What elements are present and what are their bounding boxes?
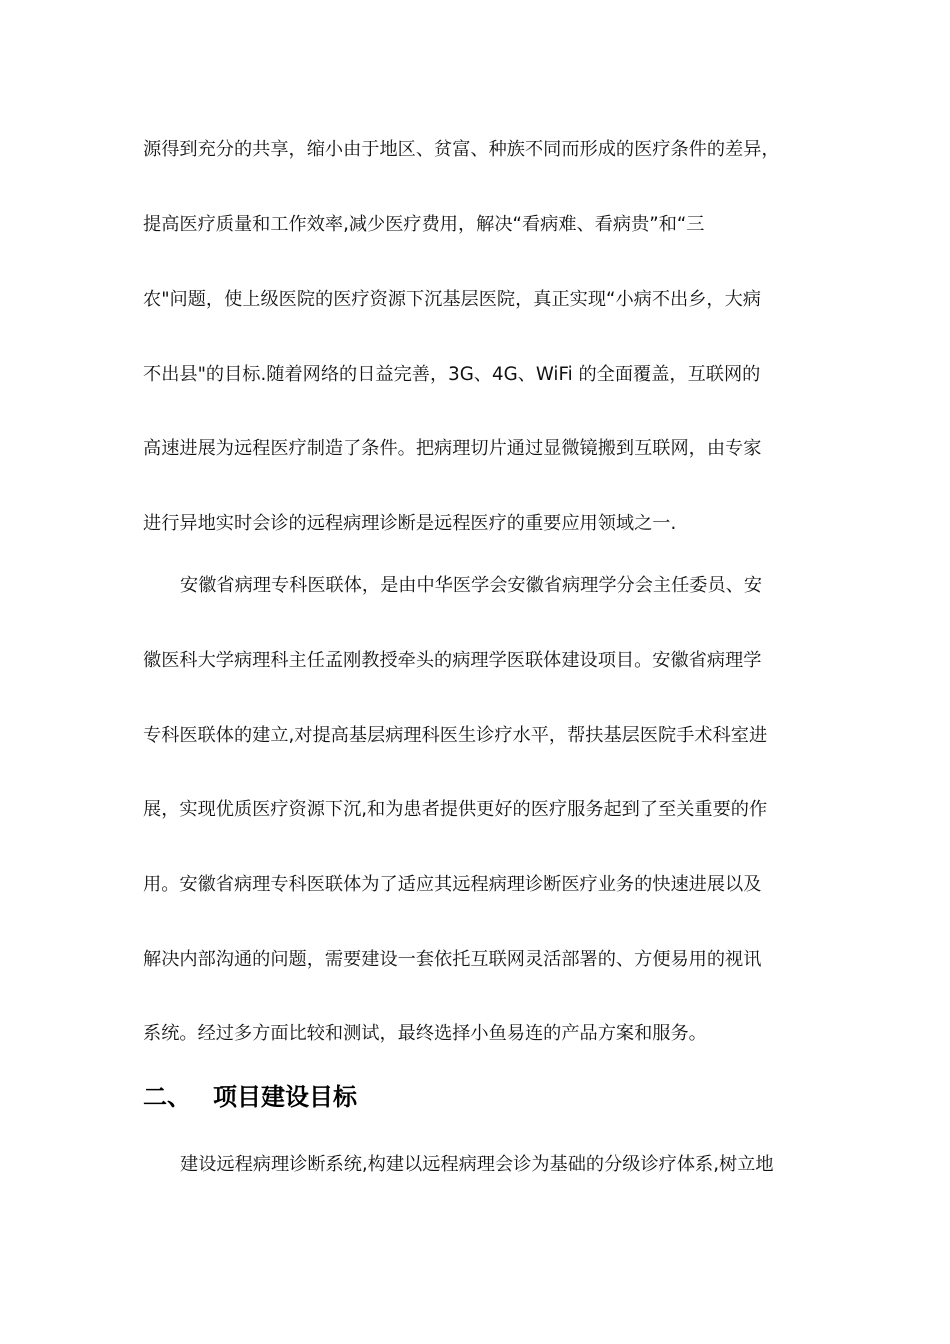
- paragraph-line: 徽医科大学病理科主任孟刚教授牵头的病理学医联体建设项目。安徽省病理学: [143, 650, 762, 671]
- paragraph-line: 专科医联体的建立,对提高基层病理科医生诊疗水平，帮扶基层医院手术科室进: [143, 725, 768, 746]
- section-heading: [143, 1082, 357, 1112]
- paragraph-line: 进行异地实时会诊的远程病理诊断是远程医疗的重要应用领域之一.: [143, 513, 677, 534]
- paragraph-line: 安徽省病理专科医联体，是由中华医学会安徽省病理学分会主任委员、安: [180, 575, 763, 596]
- paragraph-line: 建设远程病理诊断系统,构建以远程病理会诊为基础的分级诊疗体系,树立地: [180, 1154, 774, 1175]
- paragraph-line: 高速进展为远程医疗制造了条件。把病理切片通过显微镜搬到互联网，由专家: [143, 438, 762, 459]
- paragraph-line: 展，实现优质医疗资源下沉,和为患者提供更好的医疗服务起到了至关重要的作: [143, 799, 768, 820]
- paragraph-line: 解决内部沟通的问题，需要建设一套依托互联网灵活部署的、方便易用的视讯: [143, 949, 762, 970]
- paragraph-line: 用。安徽省病理专科医联体为了适应其远程病理诊断医疗业务的快速进展以及: [143, 874, 762, 895]
- paragraph-line: 源得到充分的共享，缩小由于地区、贫富、种族不同而形成的医疗条件的差异，: [143, 139, 780, 160]
- section-number: 二、: [143, 1083, 191, 1111]
- section-title: 项目建设目标: [213, 1083, 357, 1111]
- paragraph-line: 农"问题，使上级医院的医疗资源下沉基层医院，真正实现“小病不出乡，大病: [143, 289, 761, 310]
- paragraph-line: 不出县"的目标.随着网络的日益完善，3G、4G、WiFi 的全面覆盖，互联网的: [143, 364, 761, 385]
- paragraph-line: 提高医疗质量和工作效率,减少医疗费用，解决“看病难、看病贵”和“三: [143, 214, 705, 235]
- paragraph-line: 系统。经过多方面比较和测试，最终选择小鱼易连的产品方案和服务。: [143, 1023, 707, 1044]
